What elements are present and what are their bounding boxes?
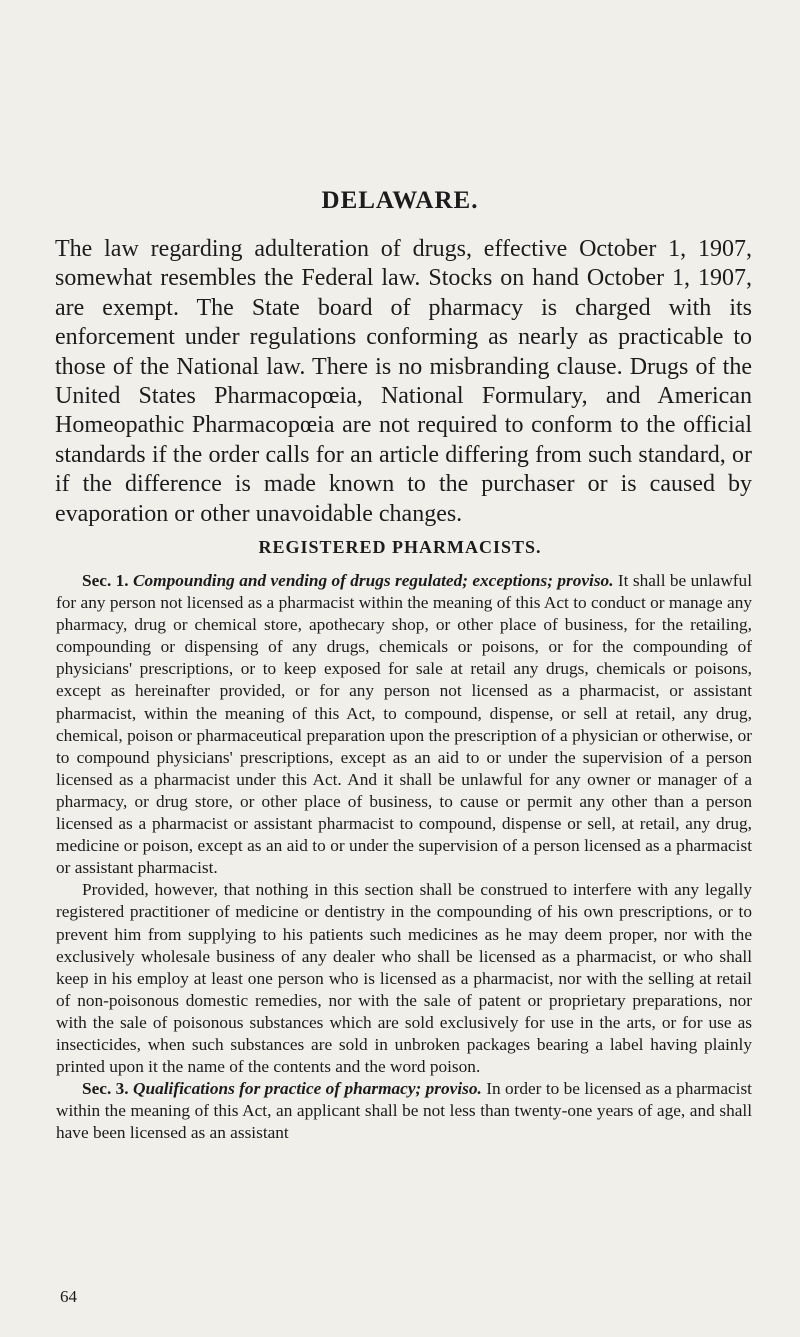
section-1-title: Compounding and vending of drugs regulated; exceptions; proviso. <box>133 571 614 590</box>
section-3-title: Qualifications for practice of pharmacy; proviso. <box>133 1079 482 1099</box>
section-1-text: It shall be unlawful for any person not licensed as a pharmacist within the meaning of this Act to conduct or manage any pharmacy, drug or chemical store, apothecary shop, or other place of business, for the retailing, compounding or dispensing of any drugs, chemicals or poisons, or for the compounding of physicians' prescriptions, or to keep exposed for sale at retail any drugs, chemicals or poisons, except as hereinafter provided, or for any person not licensed as a pharmacist, or assistant pharmacist, within the meaning of this Act, to compound, dispense, or sell at retail, any drug, chemical, poison or pharmaceutical preparation upon the prescription of a physician or otherwise, or to compound physicians' prescriptions, except as an aid to or under the supervision of a person licensed as a pharmacist under this Act. And it shall be unlawful for any owner or manager of a pharmacy, or drug store, or other place of business, to cause or permit any other than a person licensed as a pharmacist or assistant pharmacist to compound, dispense or sell, at retail, any drug, medicine or poison, except as an aid to or under the supervision of a person licensed as a pharmacist or assistant pharmacist. <box>56 571 752 878</box>
intro-paragraph: The law regarding adulteration of drugs, effective October 1, 1907, somewhat resembles the Federal law. Stocks on hand October 1, 1907, are exempt. The State board of pharmacy is charged with its enforcement under regulations conforming as nearly as practicable to those of the National law. There is no misbranding clause. Drugs of the United States Pharmacopœia, National Formulary, and American Homeopathic Pharmacopœia are not required to conform to the official standards if the order calls for an article differing from such standard, or if the difference is made known to the purchaser or is caused by evaporation or other unavoidable changes. <box>55 236 752 527</box>
section-1-label: Sec. 1. <box>82 571 129 590</box>
section-3-label: Sec. 3. <box>82 1079 129 1099</box>
section-3-text: In order to be licensed as a pharmacist within the meaning of this Act, an applicant shall be not less than twenty-one years of age, and shall have been licensed as an assistant <box>56 1079 752 1143</box>
page-heading: DELAWARE. <box>321 187 479 214</box>
page-number: 64 <box>60 1287 77 1306</box>
section-subheading: REGISTERED PHARMACISTS. <box>258 537 542 557</box>
section-3-paragraph <box>56 1078 752 1144</box>
statute-text <box>56 570 752 1144</box>
proviso-paragraph: Provided, however, that nothing in this section shall be construed to interfere with any legally registered practitioner of medicine or dentistry in the compounding of his own prescriptions, or to prevent him from supplying to his patients such medicines as he may deem proper, nor with the exclusively wholesale business of any dealer who shall be licensed as a pharmacist, or who shall keep in his employ at least one person who is licensed as a pharmacist, nor with the selling at retail of non-poisonous domestic remedies, nor with the sale of patent or proprietary preparations, nor with the sale of poisonous substances which are sold exclusively for use in the arts, or for use as insecticides, when such substances are sold in unbroken packages bearing a label having plainly printed upon it the name of the contents and the word poison. <box>56 880 752 1077</box>
section-1-paragraph <box>56 570 752 879</box>
